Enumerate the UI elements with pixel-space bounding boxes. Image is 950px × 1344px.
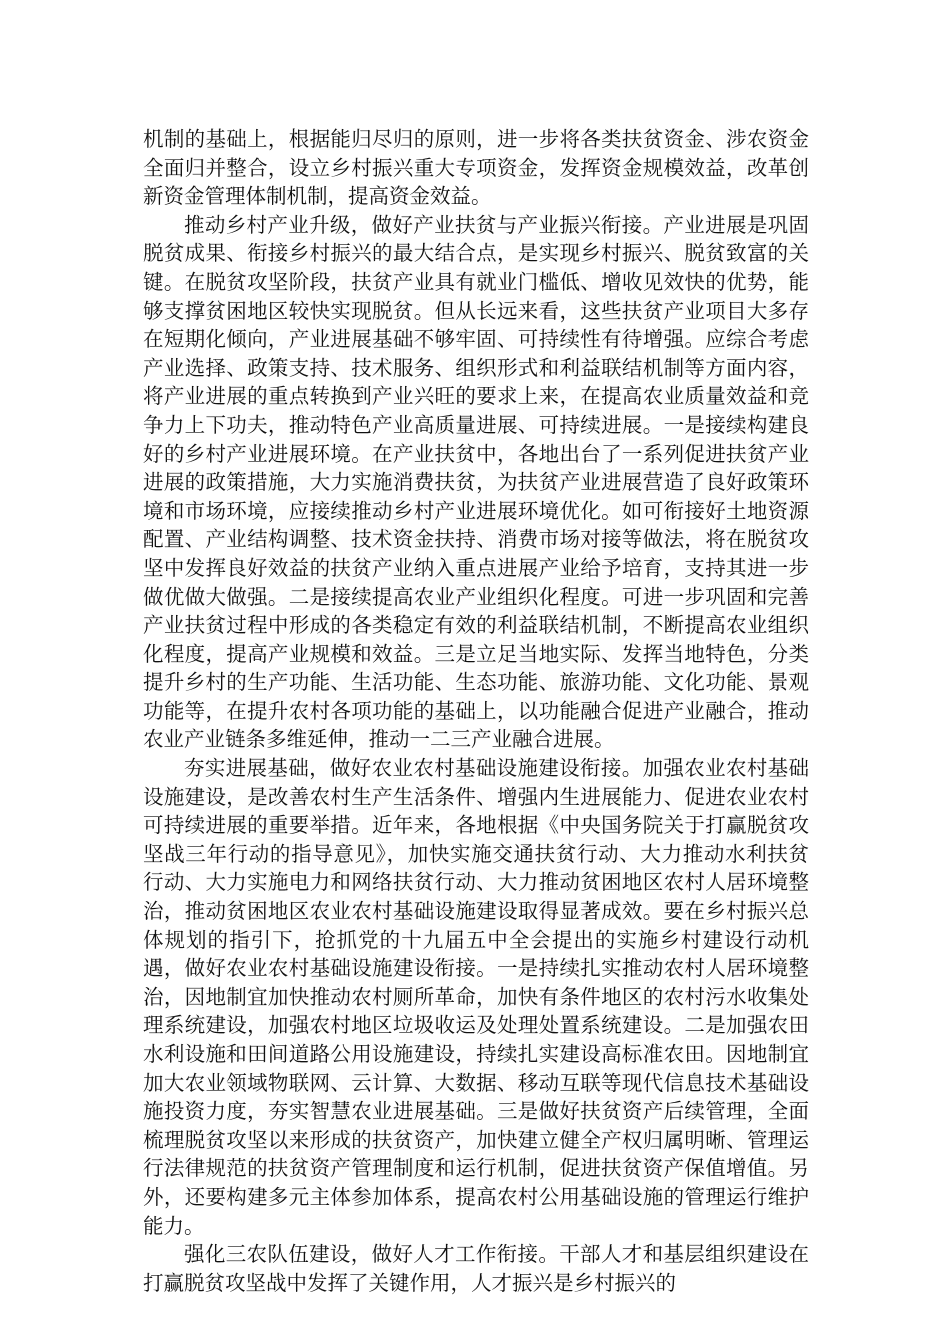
paragraph-talent-team: 强化三农队伍建设，做好人才工作衔接。干部人才和基层组织建设在打赢脱贫攻坚战中发挥了关键作用，人才振兴是乡村振兴的	[143, 1242, 809, 1295]
paragraph-infrastructure: 夯实进展基础，做好农业农村基础设施建设衔接。加强农业农村基础设施建设，是改善农村生产生活条件、增强内生进展能力、促进农业农村可持续进展的重要举措。近年来，各地根据《中央国务院关于打赢脱贫攻坚战三年行动的指导意见》，加快实施交通扶贫行动、大力推动水利扶贫行动、大力实施电力和网络扶贫行动、大力推动贫困地区农村人居环境整治，推动贫困地区农业农村基础设施建设取得显著成效。要在乡村振兴总体规划的指引下，抢抓党的十九届五中全会提出的实施乡村建设行动机遇，做好农业农村基础设施建设衔接。一是持续扎实推动农村人居环境整治，因地制宜加快推动农村厕所革命，加快有条件地区的农村污水收集处理系统建设，加强农村地区垃圾收运及处理处置系统建设。二是加强农田水利设施和田间道路公用设施建设，持续扎实建设高标准农田。因地制宜加大农业领域物联网、云计算、大数据、移动互联等现代信息技术基础设施投资力度，夯实智慧农业进展基础。三是做好扶贫资产后续管理，全面梳理脱贫攻坚以来形成的扶贫资产，加快建立健全产权归属明晰、管理运行法律规范的扶贫资产管理制度和运行机制，促进扶贫资产保值增值。另外，还要构建多元主体参加体系，提高农村公用基础设施的管理运行维护能力。	[143, 756, 809, 1238]
document-body	[143, 125, 809, 1297]
paragraph-industry-upgrade: 推动乡村产业升级，做好产业扶贫与产业振兴衔接。产业进展是巩固脱贫成果、衔接乡村振兴的最大结合点，是实现乡村振兴、脱贫致富的关键。在脱贫攻坚阶段，扶贫产业具有就业门槛低、增收见效快的优势，能够支撑贫困地区较快实现脱贫。但从长远来看，这些扶贫产业项目大多存在短期化倾向，产业进展基础不够牢固、可持续性有待增强。应综合考虑产业选择、政策支持、技术服务、组织形式和利益联结机制等方面内容，将产业进展的重点转换到产业兴旺的要求上来，在提高农业质量效益和竞争力上下功夫，推动特色产业高质量进展、可持续进展。一是接续构建良好的乡村产业进展环境。在产业扶贫中，各地出台了一系列促进扶贫产业进展的政策措施，大力实施消费扶贫，为扶贫产业进展营造了良好政策环境和市场环境，应接续推动乡村产业进展环境优化。如可衔接好土地资源配置、产业结构调整、技术资金扶持、消费市场对接等做法，将在脱贫攻坚中发挥良好效益的扶贫产业纳入重点进展产业给予培育，支持其进一步做优做大做强。二是接续提高农业产业组织化程度。可进一步巩固和完善产业扶贫过程中形成的各类稳定有效的利益联结机制，不断提高农业组织化程度，提高产业规模和效益。三是立足当地实际、发挥当地特色，分类提升乡村的生产功能、生活功能、生态功能、旅游功能、文化功能、景观功能等，在提升农村各项功能的基础上，以功能融合促进产业融合，推动农业产业链条多维延伸，推动一二三产业融合进展。	[143, 212, 809, 752]
paragraph-funds-integration: 机制的基础上，根据能归尽归的原则，进一步将各类扶贫资金、涉农资金全面归并整合，设立乡村振兴重大专项资金，发挥资金规模效益，改革创新资金管理体制机制，提高资金效益。	[143, 127, 809, 209]
